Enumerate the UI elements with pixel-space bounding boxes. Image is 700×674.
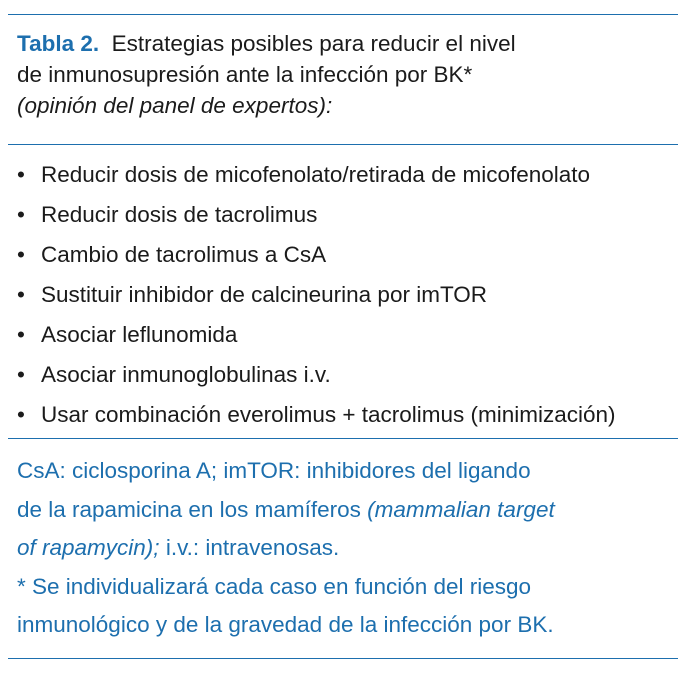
strategy-text: Cambio de tacrolimus a CsA: [41, 242, 327, 267]
list-item: [17, 195, 680, 235]
footnote-line-2: [17, 491, 670, 530]
strategy-text: Asociar inmunoglobulinas i.v.: [41, 362, 331, 387]
footnote-line-4: * Se individualizará cada caso en función del riesgo: [17, 573, 532, 599]
caption-subtitle: (opinión del panel de expertos):: [17, 93, 333, 118]
table-label: Tabla 2.: [17, 31, 100, 56]
list-item: [17, 155, 680, 195]
strategy-text: Usar combinación everolimus + tacrolimus (minimización): [41, 402, 616, 427]
table-footnotes: [17, 452, 670, 645]
footnote-line-3-italic: of rapamycin);: [17, 535, 160, 560]
footnote-line-5: inmunológico y de la gravedad de la infección por BK.: [17, 612, 554, 637]
list-item: [17, 395, 680, 435]
bullet-icon: •: [17, 402, 25, 427]
list-item: [17, 355, 680, 395]
strategy-text: Sustituir inhibidor de calcineurina por imTOR: [41, 282, 488, 307]
bullet-icon: •: [17, 162, 25, 187]
footer-rule: [8, 438, 678, 439]
bullet-icon: •: [17, 202, 25, 227]
strategy-text: Reducir dosis de tacrolimus: [41, 202, 318, 227]
header-rule: [8, 144, 678, 145]
strategy-text: Reducir dosis de micofenolato/retirada de micofenolato: [41, 162, 591, 187]
bottom-rule: [8, 658, 678, 659]
footnote-line-2-plain: de la rapamicina en los mamíferos: [17, 496, 368, 522]
list-item: [17, 315, 680, 355]
caption-title-line-1: Estrategias posibles para reducir el nivel: [111, 31, 516, 56]
strategy-list: [17, 155, 680, 435]
bullet-icon: •: [17, 362, 25, 387]
footnote-line-2-italic: (mammalian target: [367, 496, 555, 522]
table-caption: [17, 28, 670, 121]
list-item: [17, 235, 680, 275]
list-item: [17, 275, 680, 315]
top-rule: [8, 14, 678, 15]
caption-title-line-2: de inmunosupresión ante la infección por BK*: [17, 62, 473, 87]
strategy-text: Asociar leflunomida: [41, 322, 238, 347]
caption-line-1: [17, 28, 670, 59]
footnote-line-3-plain: i.v.: intravenosas.: [159, 535, 340, 560]
bullet-icon: •: [17, 242, 25, 267]
footnote-line-3: [17, 529, 670, 568]
bullet-icon: •: [17, 282, 25, 307]
bullet-icon: •: [17, 322, 25, 347]
footnote-line-1: CsA: ciclosporina A; imTOR: inhibidores del ligando: [17, 458, 531, 483]
